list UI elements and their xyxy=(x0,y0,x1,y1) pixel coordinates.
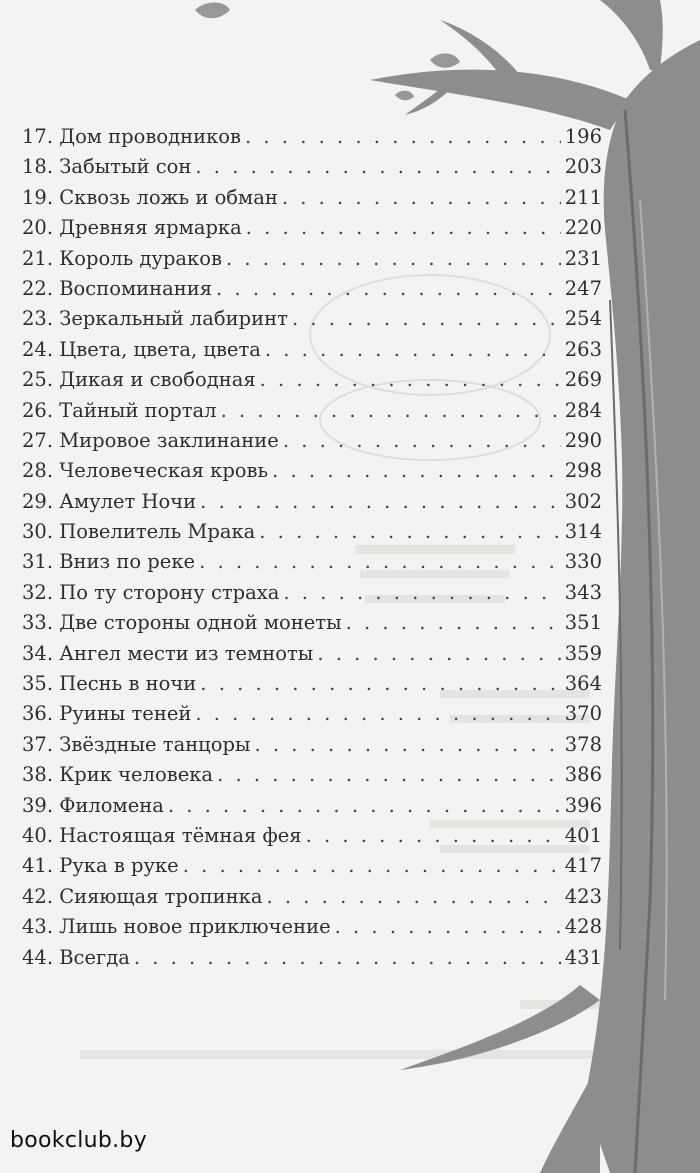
toc-entry-title: 24. Цвета, цвета, цвета xyxy=(22,337,261,361)
toc-entry[interactable] xyxy=(22,882,602,912)
toc-leader-dots xyxy=(246,213,561,243)
toc-leader-dots xyxy=(266,882,560,912)
toc-entry-title: 28. Человеческая кровь xyxy=(22,459,269,483)
toc-entry-title: 21. Король дураков xyxy=(22,246,222,270)
toc-entry[interactable] xyxy=(22,639,602,669)
toc-entry[interactable] xyxy=(22,821,602,851)
toc-entry[interactable] xyxy=(22,426,602,456)
toc-leader-dots xyxy=(134,943,561,973)
toc-entry-page: 314 xyxy=(564,520,602,544)
toc-leader-dots xyxy=(259,517,560,547)
toc-entry-title: 25. Дикая и свободная xyxy=(22,368,256,392)
toc-entry[interactable] xyxy=(22,244,602,274)
toc-entry-page: 302 xyxy=(564,489,602,513)
toc-entry-title: 17. Дом проводников xyxy=(22,125,242,148)
toc-entry-page: 284 xyxy=(564,398,602,422)
toc-entry[interactable] xyxy=(22,365,602,395)
toc-entry[interactable] xyxy=(22,183,602,213)
toc-entry-page: 330 xyxy=(564,550,602,574)
toc-leader-dots xyxy=(195,152,560,182)
toc-entry[interactable] xyxy=(22,517,602,547)
toc-entry-title: 35. Песнь в ночи xyxy=(22,672,197,696)
toc-entry[interactable] xyxy=(22,943,602,973)
toc-entry[interactable] xyxy=(22,791,602,821)
toc-entry[interactable] xyxy=(22,547,602,577)
toc-entry-page: 423 xyxy=(564,884,602,908)
toc-entry[interactable] xyxy=(22,304,602,334)
toc-entry-title: 22. Воспоминания xyxy=(22,276,213,300)
toc-leader-dots xyxy=(335,912,561,942)
toc-leader-dots xyxy=(221,396,561,426)
toc-entry[interactable] xyxy=(22,699,602,729)
toc-leader-dots xyxy=(346,608,561,638)
toc-entry-title: 19. Сквозь ложь и обман xyxy=(22,185,278,209)
toc-entry-page: 428 xyxy=(564,915,602,939)
toc-entry-page: 254 xyxy=(564,307,602,331)
toc-entry-page: 417 xyxy=(564,854,602,878)
toc-leader-dots xyxy=(282,183,561,213)
toc-entry-page: 401 xyxy=(564,823,602,847)
toc-leader-dots xyxy=(292,304,561,334)
toc-entry-title: 38. Крик человека xyxy=(22,763,214,787)
toc-entry[interactable] xyxy=(22,396,602,426)
toc-entry-title: 30. Повелитель Мрака xyxy=(22,520,256,544)
toc-entry-page: 359 xyxy=(564,641,602,665)
toc-entry-title: 36. Руины теней xyxy=(22,702,192,726)
toc-entry[interactable] xyxy=(22,851,602,881)
toc-leader-dots xyxy=(168,791,561,821)
toc-entry-page: 211 xyxy=(564,185,602,209)
toc-entry-page: 298 xyxy=(564,459,602,483)
toc-entry-title: 37. Звёздные танцоры xyxy=(22,732,251,756)
toc-entry[interactable] xyxy=(22,335,602,365)
toc-entry-page: 364 xyxy=(564,672,602,696)
toc-entry-page: 370 xyxy=(564,702,602,726)
toc-entry-page: 247 xyxy=(564,276,602,300)
toc-entry-title: 23. Зеркальный лабиринт xyxy=(22,307,288,331)
toc-entry-page: 378 xyxy=(564,732,602,756)
toc-entry-page: 431 xyxy=(564,945,602,969)
toc-entry-title: 42. Сияющая тропинка xyxy=(22,884,263,908)
toc-entry-title: 29. Амулет Ночи xyxy=(22,489,197,513)
toc-entry[interactable] xyxy=(22,152,602,182)
toc-entry-page: 351 xyxy=(564,611,602,635)
toc-entry-page: 196 xyxy=(564,125,602,148)
toc-entry[interactable] xyxy=(22,669,602,699)
toc-entry-title: 34. Ангел мести из темноты xyxy=(22,641,314,665)
toc-entry-page: 203 xyxy=(564,155,602,179)
toc-entry[interactable] xyxy=(22,912,602,942)
toc-leader-dots xyxy=(200,487,561,517)
toc-entry-title: 26. Тайный портал xyxy=(22,398,217,422)
toc-entry-page: 263 xyxy=(564,337,602,361)
toc-entry-title: 18. Забытый сон xyxy=(22,155,192,179)
toc-entry[interactable] xyxy=(22,122,602,152)
toc-entry-title: 27. Мировое заклинание xyxy=(22,428,279,452)
toc-entry[interactable] xyxy=(22,487,602,517)
toc-leader-dots xyxy=(199,547,561,577)
toc-leader-dots xyxy=(254,730,560,760)
toc-entry-title: 33. Две стороны одной монеты xyxy=(22,611,342,635)
toc-entry-page: 290 xyxy=(564,428,602,452)
toc-entry[interactable] xyxy=(22,274,602,304)
toc-leader-dots xyxy=(226,244,561,274)
toc-entry[interactable] xyxy=(22,608,602,638)
toc-entry-title: 44. Всегда xyxy=(22,945,130,969)
toc-entry-title: 39. Филомена xyxy=(22,793,164,817)
toc-entry[interactable] xyxy=(22,760,602,790)
toc-leader-dots xyxy=(216,274,561,304)
toc-entry-page: 231 xyxy=(564,246,602,270)
toc-leader-dots xyxy=(260,365,561,395)
toc-leader-dots xyxy=(245,122,561,152)
toc-entry-title: 43. Лишь новое приключение xyxy=(22,915,331,939)
toc-entry-page: 269 xyxy=(564,368,602,392)
toc-leader-dots xyxy=(306,821,561,851)
toc-leader-dots xyxy=(200,669,560,699)
toc-leader-dots xyxy=(265,335,561,365)
toc-entry-page: 220 xyxy=(564,216,602,240)
toc-entry-page: 343 xyxy=(564,580,602,604)
table-of-contents xyxy=(22,122,602,973)
site-watermark: bookclub.by xyxy=(10,1128,148,1153)
toc-leader-dots xyxy=(272,456,561,486)
toc-entry[interactable] xyxy=(22,213,602,243)
toc-leader-dots xyxy=(283,426,561,456)
toc-entry-page: 396 xyxy=(564,793,602,817)
toc-entry-title: 32. По ту сторону страха xyxy=(22,580,280,604)
toc-leader-dots xyxy=(183,851,561,881)
toc-entry-title: 40. Настоящая тёмная фея xyxy=(22,823,302,847)
toc-entry[interactable] xyxy=(22,578,602,608)
toc-entry-title: 41. Рука в руке xyxy=(22,854,179,878)
toc-leader-dots xyxy=(217,760,561,790)
toc-leader-dots xyxy=(317,639,560,669)
toc-entry-title: 31. Вниз по реке xyxy=(22,550,196,574)
toc-entry-page: 386 xyxy=(564,763,602,787)
toc-leader-dots xyxy=(283,578,560,608)
toc-entry[interactable] xyxy=(22,730,602,760)
toc-leader-dots xyxy=(195,699,560,729)
toc-entry[interactable] xyxy=(22,456,602,486)
toc-entry-title: 20. Древняя ярмарка xyxy=(22,216,242,240)
